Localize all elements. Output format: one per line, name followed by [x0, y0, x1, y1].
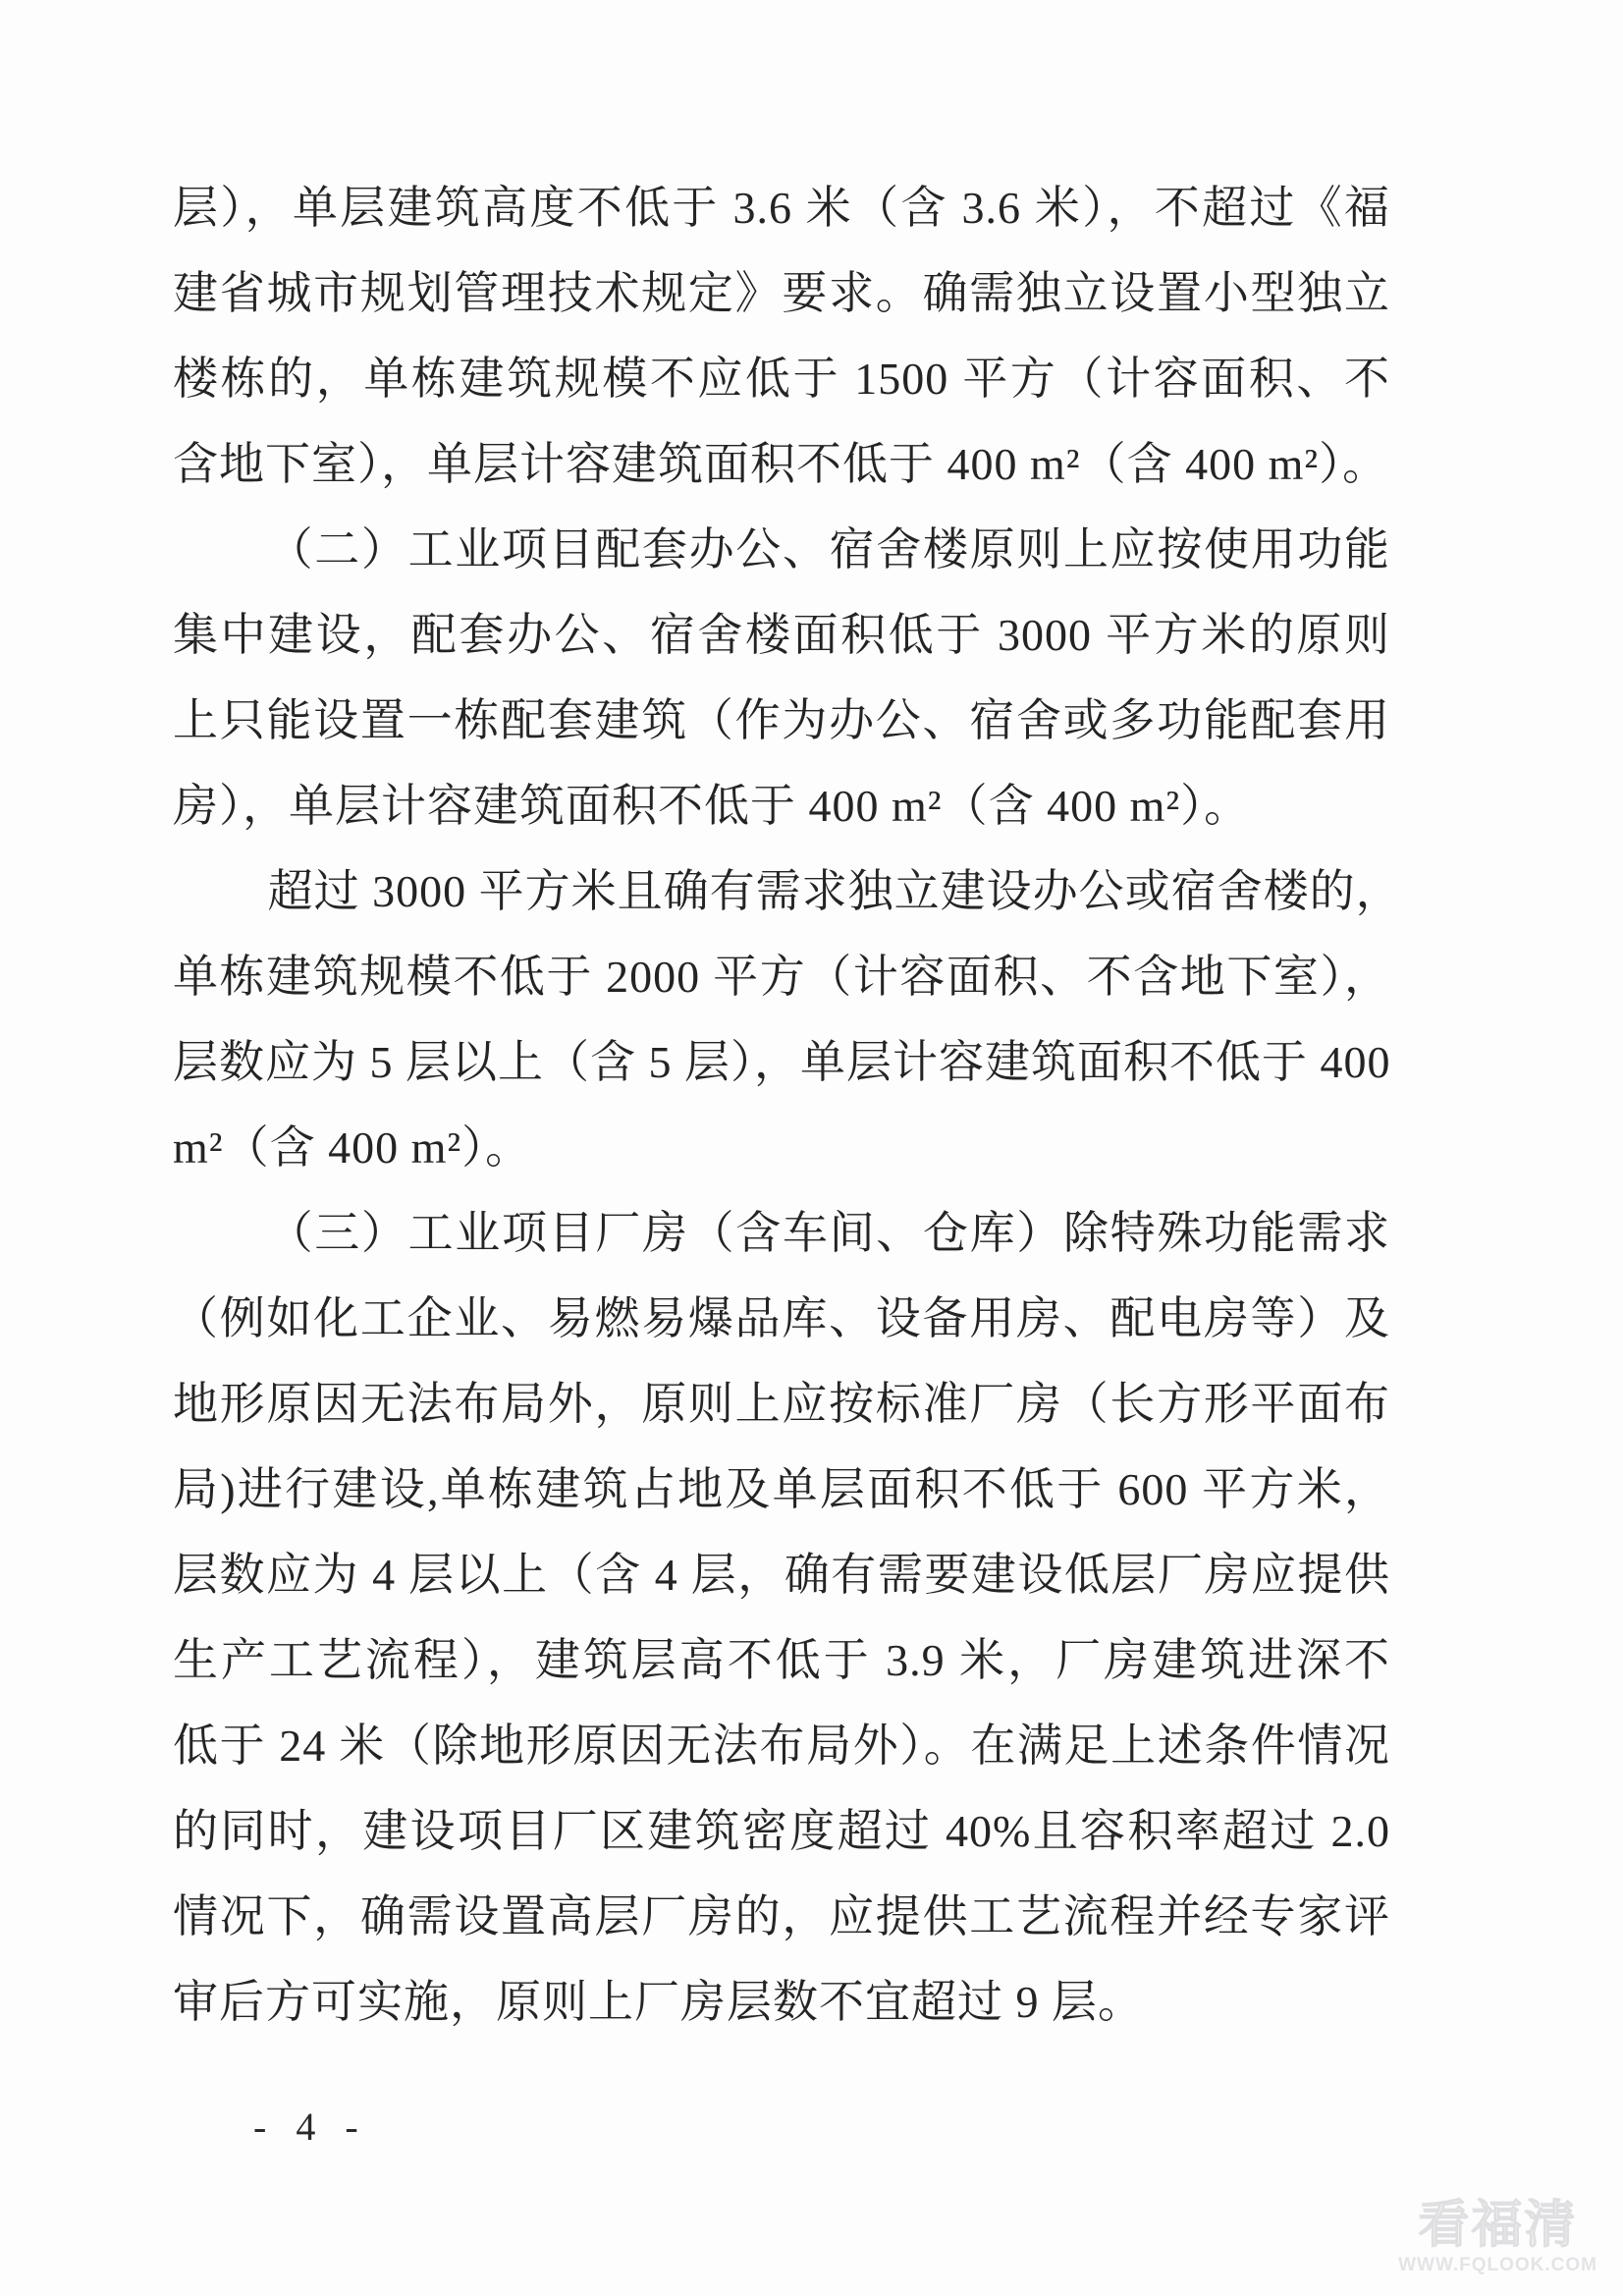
text-line: 层数应为 4 层以上（含 4 层，确有需要建设低层厂房应提供: [173, 1550, 1390, 1600]
text-line: 集中建设，配套办公、宿舍楼面积低于 3000 平方米的原则: [173, 610, 1390, 660]
text-line: 楼栋的，单栋建筑规模不应低于 1500 平方（计容面积、不: [173, 354, 1390, 404]
text-line: 的同时，建设项目厂区建筑密度超过 40%且容积率超过 2.0: [173, 1806, 1390, 1856]
document-body: [173, 165, 1402, 2045]
text-line: 层数应为 5 层以上（含 5 层），单层计容建筑面积不低于 400: [173, 1037, 1391, 1087]
text-line: 房），单层计容建筑面积不低于 400 m²（含 400 m²）。: [173, 781, 1251, 831]
text-line: （二）工业项目配套办公、宿舍楼原则上应按使用功能: [267, 524, 1390, 574]
text-line: 局)进行建设,单栋建筑占地及单层面积不低于 600 平方米，: [173, 1464, 1390, 1514]
page-number: - 4 -: [253, 2105, 368, 2149]
text-line: 超过 3000 平方米且确有需求独立建设办公或宿舍楼的，: [267, 866, 1402, 916]
text-line: 含地下室），单层计容建筑面积不低于 400 m²（含 400 m²）。: [173, 439, 1389, 489]
text-line: 单栋建筑规模不低于 2000 平方（计容面积、不含地下室），: [173, 952, 1390, 1002]
text-line: 审后方可实施，原则上厂房层数不宜超过 9 层。: [173, 1977, 1144, 2027]
text-line: （三）工业项目厂房（含车间、仓库）除特殊功能需求: [267, 1208, 1390, 1258]
text-line: 低于 24 米（除地形原因无法布局外）。在满足上述条件情况: [173, 1721, 1390, 1771]
watermark: [1398, 2198, 1597, 2275]
text-line: 生产工艺流程），建筑层高不低于 3.9 米，厂房建筑进深不: [173, 1635, 1390, 1685]
text-line: 地形原因无法布局外，原则上应按标准厂房（长方形平面布: [173, 1379, 1390, 1429]
text-line: m²（含 400 m²）。: [173, 1122, 532, 1173]
watermark-brand-text: 看福清: [1418, 2198, 1578, 2254]
text-line: （例如化工企业、易燃易爆品库、设备用房、配电房等）及: [173, 1293, 1390, 1343]
text-line: 建省城市规划管理技术规定》要求。确需独立设置小型独立: [173, 268, 1390, 318]
text-line: 上只能设置一栋配套建筑（作为办公、宿舍或多功能配套用: [173, 695, 1390, 745]
text-line: 层），单层建筑高度不低于 3.6 米（含 3.6 米），不超过《福: [173, 183, 1390, 233]
watermark-url-text: WWW.FQLOOK.COM: [1398, 2255, 1597, 2275]
text-line: 情况下，确需设置高层厂房的，应提供工艺流程并经专家评: [173, 1891, 1390, 1941]
